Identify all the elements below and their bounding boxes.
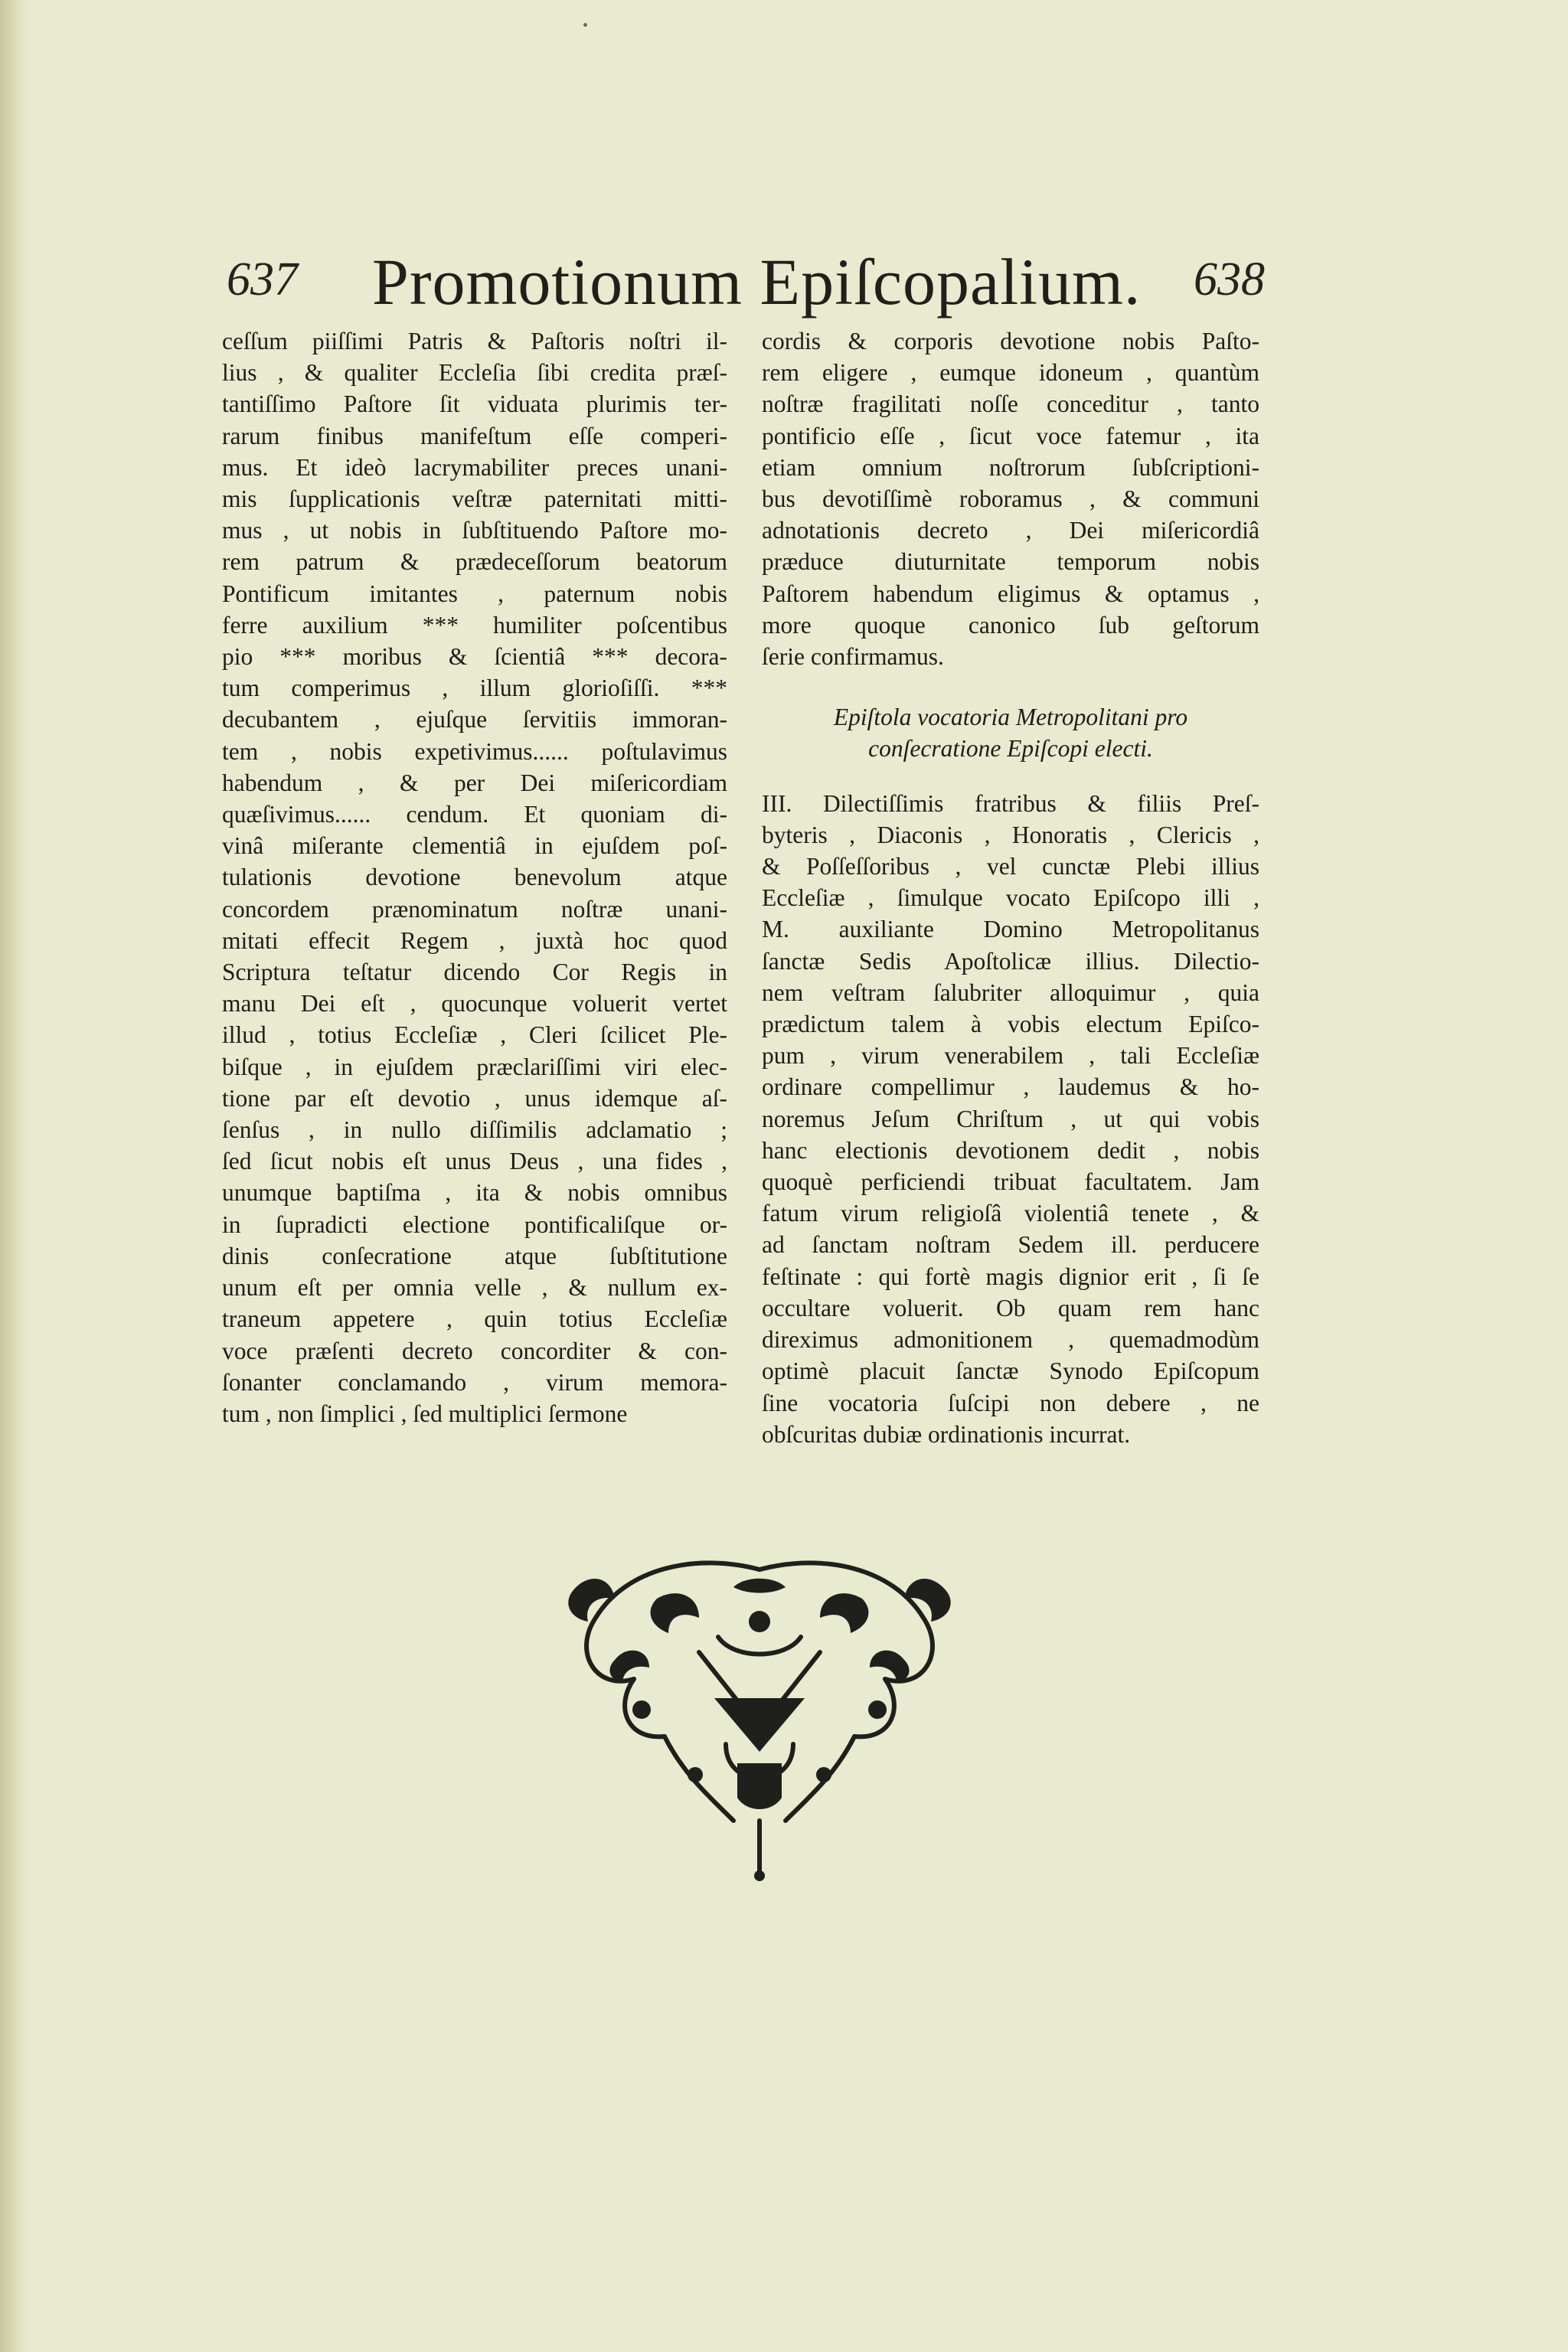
text-line: tione par eſt devotio , unus idemque aſ- xyxy=(222,1084,727,1112)
text-line: adnotationis decreto , Dei miſericordiâ xyxy=(762,517,1259,544)
text-line: voce præſenti decreto concorditer & con- xyxy=(222,1337,727,1364)
text-line: unum eſt per omnia velle , & nullum ex- xyxy=(222,1274,727,1302)
text-line: rarum finibus manifeſtum eſſe comperi- xyxy=(222,422,727,449)
text-line: occultare voluerit. Ob quam rem hanc xyxy=(762,1294,1259,1321)
text-line: in ſupradicti electione pontificaliſque or- xyxy=(222,1210,727,1238)
text-line: tem , nobis expetivimus...... poſtulavimus xyxy=(222,737,727,765)
text-line: lius , & qualiter Eccleſia ſibi credita præſ- xyxy=(222,359,727,387)
section-heading xyxy=(762,701,1259,764)
text-line: tantiſſimo Paſtore ſit viduata plurimis ter- xyxy=(222,390,727,418)
text-line: manu Dei eſt , quocunque voluerit vertet xyxy=(222,990,727,1018)
text-line: mus. Et ideò lacrymabiliter preces unani- xyxy=(222,453,727,481)
text-line: habendum , & per Dei miſericordiam xyxy=(222,769,727,796)
text-line: fatum virum religioſâ violentiâ tenete , & xyxy=(762,1200,1259,1227)
text-line: direximus admonitionem , quemadmodùm xyxy=(762,1326,1259,1354)
text-line: illud , totius Eccleſiæ , Cleri ſcilicet Ple- xyxy=(222,1021,727,1049)
text-line: tulationis devotione benevolum atque xyxy=(222,864,727,891)
text-line: hanc electionis devotionem dedit , nobis xyxy=(762,1136,1259,1164)
text-line: obſcuritas dubiæ ordinationis incurrat. xyxy=(762,1420,1131,1448)
text-line: pontificio eſſe , ſicut voce fatemur , ita xyxy=(762,422,1259,449)
text-line: ſonanter conclamando , virum memora- xyxy=(222,1368,727,1396)
left-text-column xyxy=(222,325,727,1429)
text-line: mis ſupplicationis veſtræ paternitati mitti- xyxy=(222,485,727,513)
text-line: ad ſanctam noſtram Sedem ill. perducere xyxy=(762,1231,1259,1259)
text-line: ſed ſicut nobis eſt unus Deus , una fides , xyxy=(222,1148,727,1175)
text-line: mus , ut nobis in ſubſtituendo Paſtore mo- xyxy=(222,517,727,544)
text-line: quæſivimus...... cendum. Et quoniam di- xyxy=(222,801,727,828)
right-column-number: 638 xyxy=(1194,253,1265,305)
left-column-number: 637 xyxy=(227,253,298,305)
text-line: nem veſtram ſalubriter alloquimur , quia xyxy=(762,978,1259,1006)
text-line: ſanctæ Sedis Apoſtolicæ illius. Dilectio- xyxy=(762,947,1259,975)
text-line: quoquè perficiendi tribuat facultatem. Jam xyxy=(762,1168,1259,1196)
text-line: pum , virum venerabilem , tali Eccleſiæ xyxy=(762,1042,1259,1070)
right-column-bottom-text xyxy=(762,788,1259,1450)
text-line: prædictum talem à vobis electum Epiſco- xyxy=(762,1011,1259,1038)
text-line: decubantem , ejuſque ſervitiis immoran- xyxy=(222,706,727,733)
heading-line: conſecratione Epiſcopi electi. xyxy=(868,735,1153,763)
text-line: biſque , in ejuſdem præclariſſimi viri elec- xyxy=(222,1053,727,1080)
right-column-top-text xyxy=(762,325,1259,672)
text-line: rem patrum & prædeceſſorum beatorum xyxy=(222,548,727,576)
text-line: traneum appetere , quin totius Eccleſiæ xyxy=(222,1305,727,1333)
text-line: ordinare compellimur , laudemus & ho- xyxy=(762,1073,1259,1101)
text-line: M. auxiliante Domino Metropolitanus xyxy=(762,916,1259,943)
text-line: Pontificum imitantes , paternum nobis xyxy=(222,580,727,607)
text-line: byteris , Diaconis , Honoratis , Clericis , xyxy=(762,821,1259,848)
ornament-tailpiece xyxy=(542,1545,977,1882)
running-header xyxy=(227,243,1265,328)
text-line: Eccleſiæ , ſimulque vocato Epiſcopo illi , xyxy=(762,884,1259,912)
text-line: ferre auxilium *** humiliter poſcentibus xyxy=(222,611,727,639)
text-line: Paſtorem habendum eligimus & optamus , xyxy=(762,580,1259,607)
text-line: noremus Jeſum Chriſtum , ut qui vobis xyxy=(762,1105,1259,1132)
text-line: ſine vocatoria ſuſcipi non debere , ne xyxy=(762,1389,1259,1416)
right-text-column xyxy=(762,325,1259,1450)
text-line: cordis & corporis devotione nobis Paſto- xyxy=(762,328,1259,354)
text-line: noſtræ fragilitati noſſe conceditur , tanto xyxy=(762,390,1259,418)
text-line: unumque baptiſma , ita & nobis omnibus xyxy=(222,1179,727,1207)
text-line: & Poſſeſſoribus , vel cunctæ Plebi illius xyxy=(762,853,1259,880)
page-left-edge xyxy=(0,0,28,2352)
text-line: ſerie confirmamus. xyxy=(762,643,944,671)
text-line: vinâ miſerante clementiâ in ejuſdem poſ- xyxy=(222,832,727,860)
text-line: pio *** moribus & ſcientiâ *** decora- xyxy=(222,643,727,671)
text-line: etiam omnium noſtrorum ſubſcriptioni- xyxy=(762,453,1259,481)
text-line: mitati effecit Regem , juxtà hoc quod xyxy=(222,926,727,954)
heading-line: Epiſtola vocatoria Metropolitani pro xyxy=(833,704,1188,731)
text-line: bus devotiſſimè roboramus , & communi xyxy=(762,485,1259,513)
text-line: feſtinate : qui fortè magis dignior erit , ſi ſe xyxy=(762,1263,1259,1290)
text-line: præduce diuturnitate temporum nobis xyxy=(762,548,1259,576)
text-line: III. Dilectiſſimis fratribus & filiis Preſ- xyxy=(762,789,1259,817)
text-line: Scriptura teſtatur dicendo Cor Regis in xyxy=(222,959,727,986)
text-line: more quoque canonico ſub geſtorum xyxy=(762,611,1259,639)
text-line: rem eligere , eumque idoneum , quantùm xyxy=(762,359,1259,387)
page-title: Promotionum Epiſcopalium. xyxy=(372,245,1142,318)
text-line: optimè placuit ſanctæ Synodo Epiſcopum xyxy=(762,1357,1259,1385)
text-line: tum comperimus , illum glorioſiſſi. *** xyxy=(222,675,727,702)
text-line: dinis conſecratione atque ſubſtitutione xyxy=(222,1242,727,1269)
text-line: tum , non ſimplici , ſed multiplici ſermone xyxy=(222,1400,628,1427)
text-line: concordem prænominatum noſtræ unani- xyxy=(222,895,727,923)
text-line: ſenſus , in nullo diſſimilis adclamatio ; xyxy=(222,1116,727,1144)
page-speck xyxy=(583,23,587,27)
text-line: ceſſum piiſſimi Patris & Paſtoris noſtri il- xyxy=(222,328,727,354)
